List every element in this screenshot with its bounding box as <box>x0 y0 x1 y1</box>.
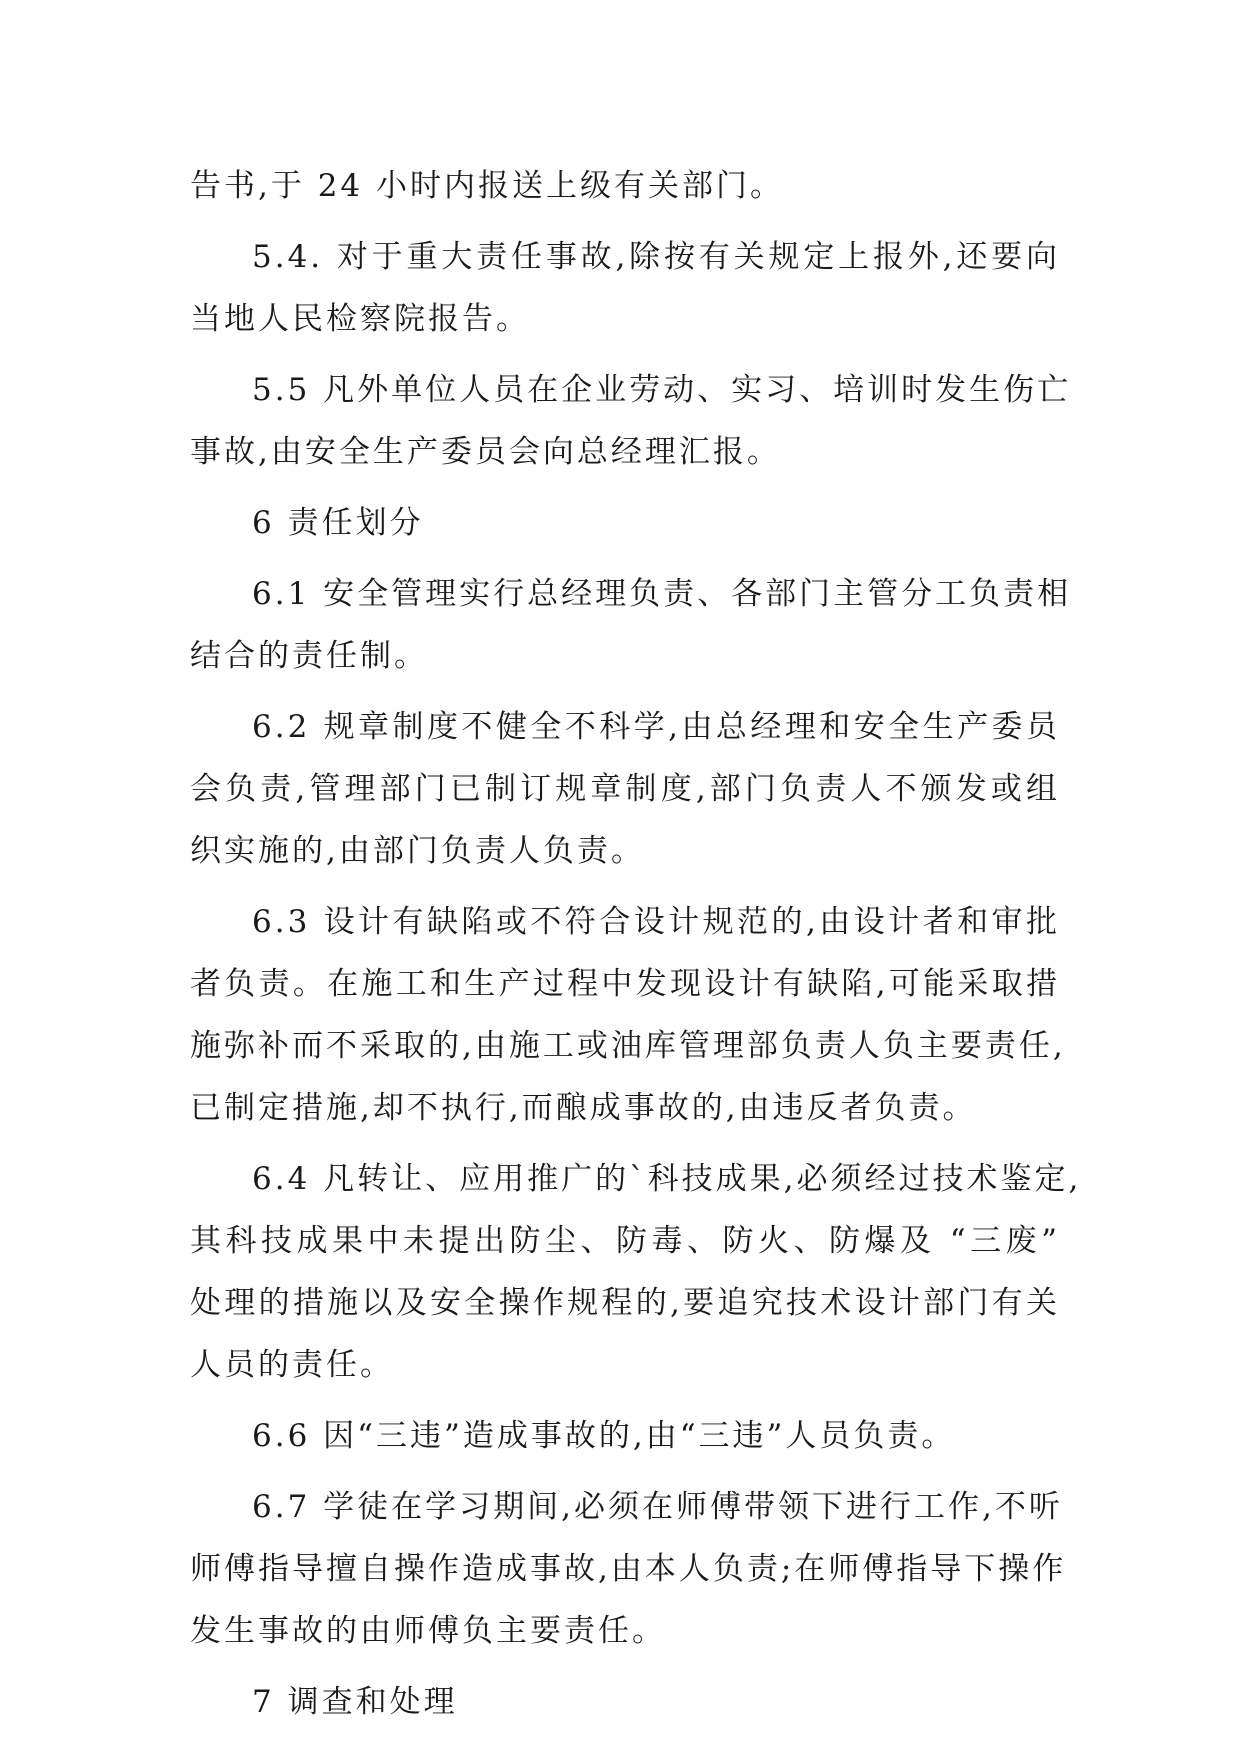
text-line: 其科技成果中未提出防尘、防毒、防火、防爆及 “三废” <box>190 1223 1060 1259</box>
text-line: 会负责,管理部门已制订规章制度,部门负责人不颁发或组 <box>190 771 1060 807</box>
paragraph-6-3 <box>190 891 1066 1139</box>
text-line: 6.1 安全管理实行总经理负责、各部门主管分工负责相 <box>252 576 1072 612</box>
document-body <box>190 155 1082 1742</box>
paragraph-6-4 <box>190 1148 1082 1396</box>
section-heading-6 <box>190 492 1060 554</box>
text-line: 告书,于 24 小时内报送上级有关部门。 <box>190 168 785 204</box>
section-heading-7 <box>190 1671 1060 1733</box>
text-line: 6.2 规章制度不健全不科学,由总经理和安全生产委员 <box>252 709 1060 745</box>
text-line: 发生事故的由师傅负主要责任。 <box>190 1613 666 1649</box>
text-line: 当地人民检察院报告。 <box>190 301 530 337</box>
text-line: 施弥补而不采取的,由施工或油库管理部负责人负主要责任, <box>190 1028 1066 1064</box>
text-line: 6.6 因“三违”造成事故的,由“三违”人员负责。 <box>252 1418 956 1454</box>
paragraph-5-4 <box>190 226 1060 350</box>
text-line: 6.7 学徒在学习期间,必须在师傅带领下进行工作,不听 <box>252 1489 1063 1525</box>
text-line: 5.4. 对于重大责任事故,除按有关规定上报外,还要向 <box>252 239 1060 275</box>
paragraph-6-2 <box>190 696 1060 882</box>
text-line: 已制定措施,却不执行,而酿成事故的,由违反者负责。 <box>190 1090 977 1126</box>
text-line: 处理的措施以及安全操作规程的,要追究技术设计部门有关 <box>190 1285 1060 1321</box>
text-line: 5.5 凡外单位人员在企业劳动、实习、培训时发生伤亡 <box>252 372 1072 408</box>
section-heading-text: 7 调查和处理 <box>252 1684 458 1720</box>
text-line: 结合的责任制。 <box>190 638 428 674</box>
paragraph-5-5 <box>190 359 1072 483</box>
paragraph-6-1 <box>190 563 1072 687</box>
text-line: 6.3 设计有缺陷或不符合设计规范的,由设计者和审批 <box>252 904 1060 940</box>
text-line: 师傅指导擅自操作造成事故,由本人负责;在师傅指导下操作 <box>190 1551 1067 1587</box>
text-line: 者负责。在施工和生产过程中发现设计有缺陷,可能采取措 <box>190 966 1060 1002</box>
paragraph-report-deadline <box>190 155 1060 217</box>
paragraph-6-6 <box>190 1405 1060 1467</box>
section-heading-text: 6 责任划分 <box>252 505 424 541</box>
text-line: 6.4 凡转让、应用推广的`科技成果,必须经过技术鉴定, <box>252 1161 1082 1197</box>
paragraph-6-7 <box>190 1476 1067 1662</box>
text-line: 织实施的,由部门负责人负责。 <box>190 833 645 869</box>
text-line: 人员的责任。 <box>190 1347 394 1383</box>
text-line: 事故,由安全生产委员会向总经理汇报。 <box>190 434 781 470</box>
